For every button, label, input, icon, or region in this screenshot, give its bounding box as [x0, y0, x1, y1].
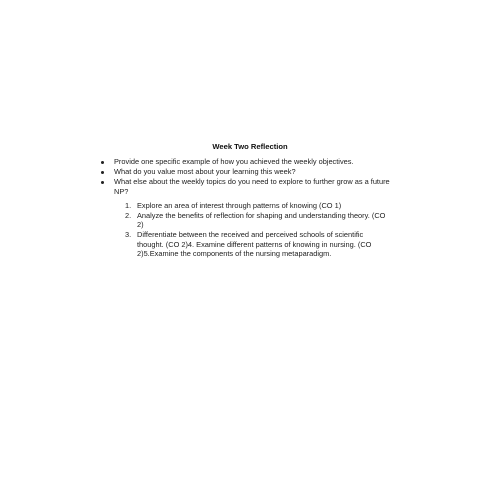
list-item	[0, 157, 396, 167]
list-item	[0, 230, 387, 259]
bullet-icon	[101, 161, 104, 164]
question-text: Provide one specific example of how you achieved the weekly objectives.	[114, 157, 354, 166]
objective-text: Explore an area of interest through patterns of knowing (CO 1)	[137, 201, 342, 210]
list-item	[0, 167, 396, 177]
question-list	[0, 157, 500, 197]
objective-list	[0, 201, 500, 259]
question-text: What else about the weekly topics do you need to explore to further grow as a future NP?	[114, 177, 390, 196]
objective-text: Analyze the benefits of reflection for shaping and understanding theory. (CO 2)	[137, 210, 386, 230]
item-number: 3.	[125, 230, 132, 240]
page-title: Week Two Reflection	[212, 142, 288, 151]
item-number: 1.	[125, 201, 132, 210]
question-text: What do you value most about your learning this week?	[114, 167, 296, 177]
bullet-icon	[101, 181, 104, 184]
list-item	[0, 211, 387, 230]
list-item	[0, 177, 396, 196]
bullet-icon	[101, 171, 104, 174]
item-number: 2.	[125, 210, 132, 220]
objective-text: Differentiate between the received and perceived schools of scientific thought. (CO 2)4. Examine different patterns of knowing in nursing. (CO 2)5.Examine the components of the nursing metaparadigm.	[137, 230, 372, 259]
list-item	[0, 201, 387, 211]
